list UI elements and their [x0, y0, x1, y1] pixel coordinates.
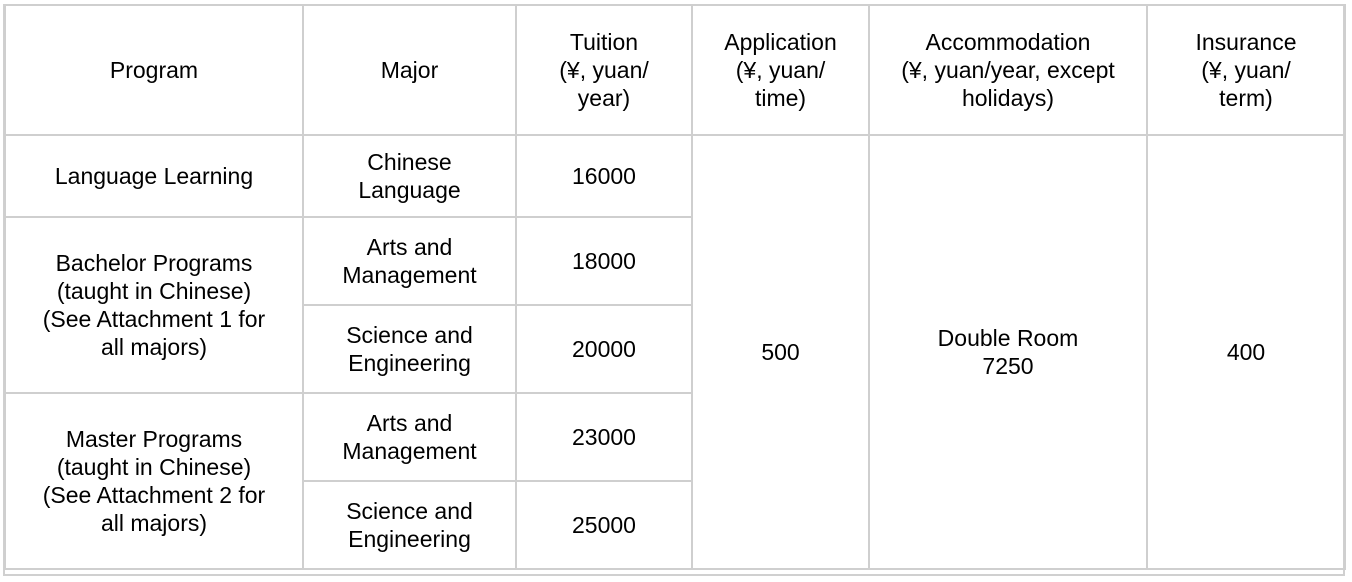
tuition-cell: 20000	[516, 305, 692, 393]
header-tuition: Tuition (¥, yuan/ year)	[516, 5, 692, 135]
major-cell: Science and Engineering	[303, 305, 516, 393]
header-row	[5, 5, 1345, 135]
application-fee: 500	[692, 135, 869, 569]
program-language: Language Learning	[5, 135, 303, 217]
insurance-fee: 400	[1147, 135, 1345, 569]
major-cell: Arts and Management	[303, 217, 516, 305]
program-master: Master Programs (taught in Chinese) (See Attachment 2 for all majors)	[5, 393, 303, 569]
major-cell: Arts and Management	[303, 393, 516, 481]
header-insurance: Insurance (¥, yuan/ term)	[1147, 5, 1345, 135]
header-major: Major	[303, 5, 516, 135]
major-cell: Chinese Language	[303, 135, 516, 217]
header-program: Program	[5, 5, 303, 135]
tuition-cell: 23000	[516, 393, 692, 481]
program-bachelor: Bachelor Programs (taught in Chinese) (See Attachment 1 for all majors)	[5, 217, 303, 393]
header-application: Application (¥, yuan/ time)	[692, 5, 869, 135]
table-row	[5, 135, 1345, 217]
major-cell: Science and Engineering	[303, 481, 516, 569]
accommodation-fee: Double Room 7250	[869, 135, 1147, 569]
fee-table	[4, 4, 1346, 570]
tuition-cell: 25000	[516, 481, 692, 569]
tuition-cell: 16000	[516, 135, 692, 217]
tuition-cell: 18000	[516, 217, 692, 305]
header-accommodation: Accommodation (¥, yuan/year, except holidays)	[869, 5, 1147, 135]
